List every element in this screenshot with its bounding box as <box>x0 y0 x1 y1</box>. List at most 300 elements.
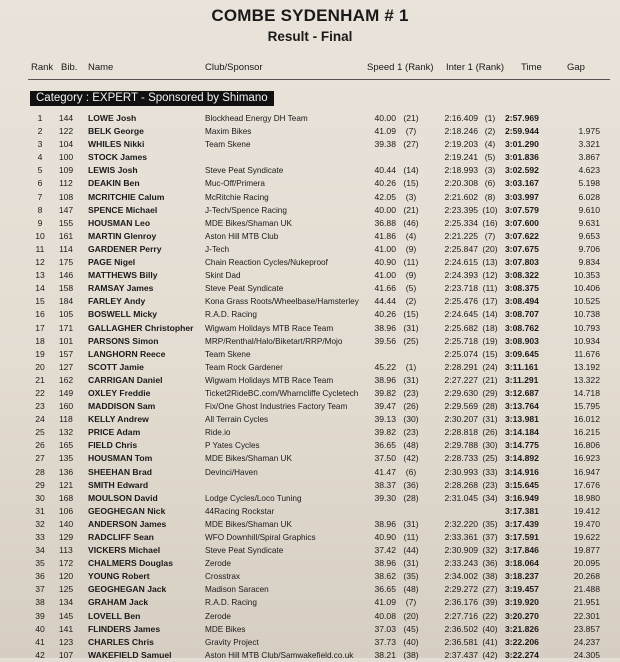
speed-value: 41.09 <box>374 597 396 608</box>
inter-time: 2:27.716 <box>444 610 478 621</box>
header-bib: Bib. <box>61 62 78 73</box>
finish-time: 3:18.064 <box>505 558 539 569</box>
inter-rank: (12) <box>482 270 498 281</box>
club-sponsor: MDE Bikes/Shaman UK <box>205 454 292 464</box>
inter-rank: (35) <box>482 518 498 529</box>
speed-value: 40.26 <box>374 309 396 320</box>
rank-cell: 10 <box>35 230 45 241</box>
club-sponsor: Aston Hill MTB Club/Samwakefield.co.uk <box>205 650 354 660</box>
inter-rank: (23) <box>482 479 498 490</box>
bib-cell: 161 <box>58 230 74 241</box>
speed-value: 40.00 <box>374 113 396 123</box>
club-sponsor: J-Tech/Spence Racing <box>205 205 287 215</box>
inter-time: 2:29.272 <box>444 584 478 595</box>
speed-value: 38.21 <box>374 649 396 660</box>
table-row <box>0 217 620 230</box>
club-sponsor: Team Rock Gardener <box>205 362 283 372</box>
table-row <box>0 269 620 282</box>
rider-name: RADCLIFF Sean <box>88 532 154 542</box>
gap-value: 9.610 <box>578 204 600 215</box>
club-sponsor: McRitchie Racing <box>205 192 269 202</box>
inter-time: 2:16.409 <box>444 113 478 123</box>
finish-time: 3:14.892 <box>505 453 539 464</box>
finish-time: 3:08.762 <box>505 322 539 333</box>
finish-time: 3:20.270 <box>505 610 539 621</box>
rider-name: GARDENER Perry <box>88 243 162 254</box>
speed-rank: (31) <box>403 322 419 333</box>
rank-cell: 30 <box>35 492 45 503</box>
finish-time: 3:16.949 <box>505 492 539 503</box>
rider-name: OXLEY Freddie <box>88 387 151 398</box>
gap-value: 17.676 <box>573 479 600 490</box>
finish-time: 3:12.687 <box>505 387 539 398</box>
bib-cell: 123 <box>58 636 74 647</box>
finish-time: 3:01.290 <box>505 139 539 150</box>
inter-rank: (41) <box>482 636 498 647</box>
rider-name: CHALMERS Douglas <box>88 558 173 569</box>
header-inter: Inter 1 (Rank) <box>446 62 505 73</box>
bib-cell: 127 <box>58 361 74 372</box>
rider-name: BOSWELL Micky <box>88 309 158 320</box>
header-divider <box>28 79 610 80</box>
gap-value: 19.470 <box>573 518 600 529</box>
gap-value: 24.237 <box>573 636 600 647</box>
inter-rank: (18) <box>482 322 498 333</box>
speed-value: 37.73 <box>374 636 396 647</box>
club-sponsor: MDE Bikes/Shaman UK <box>205 218 292 228</box>
bib-cell: 140 <box>58 518 74 529</box>
speed-rank: (7) <box>405 597 417 608</box>
bib-cell: 114 <box>59 243 73 254</box>
rank-cell: 15 <box>35 296 45 307</box>
inter-time: 2:18.246 <box>444 126 478 137</box>
rank-cell: 22 <box>35 387 45 398</box>
rider-name: PARSONS Simon <box>88 335 159 346</box>
rider-name: FLINDERS James <box>88 623 161 634</box>
speed-value: 37.03 <box>374 623 396 634</box>
table-row <box>0 164 620 177</box>
club-sponsor: WFO Downhill/Spiral Graphics <box>205 533 316 542</box>
club-sponsor: Blockhead Energy DH Team <box>205 114 308 123</box>
rank-cell: 17 <box>35 322 45 333</box>
rank-cell: 28 <box>35 466 45 477</box>
finish-time: 3:21.826 <box>505 623 539 634</box>
finish-time: 3:13.764 <box>505 401 539 412</box>
speed-value: 41.09 <box>374 126 396 137</box>
inter-rank: (21) <box>482 374 498 385</box>
speed-rank: (26) <box>403 401 419 412</box>
finish-time: 3:03.167 <box>505 178 539 189</box>
gap-value: 3.321 <box>578 139 600 150</box>
club-sponsor: Team Skene <box>205 349 251 359</box>
rank-cell: 21 <box>35 374 45 385</box>
inter-time: 2:20.308 <box>444 178 478 189</box>
inter-rank: (4) <box>484 139 496 150</box>
club-sponsor: Kona Grass Roots/Wheelbase/Hamsterley <box>205 297 359 307</box>
bib-cell: 171 <box>58 322 74 333</box>
club-sponsor: Muc-Off/Primera <box>205 179 265 189</box>
rank-cell: 26 <box>35 440 45 451</box>
table-row <box>0 138 620 151</box>
results-table <box>0 112 620 662</box>
bib-cell: 104 <box>58 139 74 150</box>
finish-time: 3:14.184 <box>505 427 539 438</box>
club-sponsor: Lodge Cycles/Loco Tuning <box>205 493 302 503</box>
speed-value: 38.96 <box>374 374 396 385</box>
inter-rank: (29) <box>482 387 498 398</box>
finish-time: 3:02.592 <box>505 165 539 176</box>
bib-cell: 112 <box>59 178 73 189</box>
page-subtitle: Result - Final <box>267 29 353 44</box>
inter-time: 2:34.002 <box>444 571 478 582</box>
rider-name: GEOGHEGAN Jack <box>88 584 167 595</box>
speed-rank: (5) <box>405 283 417 294</box>
speed-value: 41.47 <box>374 466 396 477</box>
speed-value: 40.00 <box>374 204 396 215</box>
finish-time: 2:57.969 <box>505 113 539 123</box>
header-club: Club/Sponsor <box>205 62 263 73</box>
speed-rank: (48) <box>403 584 419 595</box>
bib-cell: 134 <box>58 597 74 608</box>
rank-cell: 39 <box>35 610 45 621</box>
finish-time: 3:17.846 <box>505 545 539 556</box>
inter-rank: (39) <box>482 597 498 608</box>
rank-cell: 40 <box>35 623 45 634</box>
speed-rank: (9) <box>405 243 417 254</box>
finish-time: 3:08.375 <box>505 283 539 294</box>
rank-cell: 1 <box>37 113 43 123</box>
speed-rank: (31) <box>403 374 419 385</box>
speed-rank: (48) <box>403 440 419 451</box>
rider-name: FARLEY Andy <box>88 296 146 307</box>
speed-value: 38.62 <box>374 571 396 582</box>
rank-cell: 41 <box>35 636 45 647</box>
table-row <box>0 518 620 531</box>
gap-value: 9.653 <box>578 230 600 241</box>
bib-cell: 172 <box>58 558 74 569</box>
speed-value: 44.44 <box>374 296 396 307</box>
speed-rank: (28) <box>403 492 419 503</box>
bib-cell: 168 <box>58 492 74 503</box>
rank-cell: 14 <box>35 283 45 294</box>
rank-cell: 32 <box>35 518 45 529</box>
table-row <box>0 583 620 596</box>
inter-rank: (16) <box>482 217 498 228</box>
inter-rank: (40) <box>482 623 498 634</box>
bib-cell: 147 <box>58 204 74 215</box>
inter-rank: (26) <box>482 427 498 438</box>
inter-time: 2:24.645 <box>444 309 478 320</box>
inter-time: 2:24.393 <box>444 270 478 281</box>
speed-rank: (11) <box>403 532 419 542</box>
speed-rank: (11) <box>403 257 419 268</box>
rank-cell: 37 <box>35 584 45 595</box>
speed-rank: (25) <box>403 335 419 346</box>
gap-value: 3.867 <box>578 152 600 163</box>
table-row <box>0 295 620 308</box>
gap-value: 10.738 <box>573 309 600 320</box>
speed-value: 36.65 <box>374 584 396 595</box>
bib-cell: 101 <box>58 335 74 346</box>
gap-value: 19.877 <box>573 545 600 556</box>
inter-time: 2:29.630 <box>444 387 478 398</box>
rider-name: WHILES Nikki <box>88 139 145 150</box>
inter-rank: (1) <box>484 113 496 123</box>
speed-value: 40.90 <box>374 532 396 542</box>
rider-name: YOUNG Robert <box>88 571 150 582</box>
rider-name: FIELD Chris <box>88 440 138 451</box>
club-sponsor: All Terrain Cycles <box>205 415 269 425</box>
speed-rank: (3) <box>405 191 417 202</box>
table-header <box>0 62 620 76</box>
speed-rank: (27) <box>403 139 419 150</box>
table-row <box>0 596 620 609</box>
rider-name: MADDISON Sam <box>88 401 156 412</box>
club-sponsor: Crosstrax <box>205 572 241 582</box>
club-sponsor: Gravity Project <box>205 637 259 647</box>
finish-time: 3:19.920 <box>505 597 539 608</box>
bib-cell: 157 <box>58 348 74 359</box>
table-row <box>0 112 620 125</box>
table-row <box>0 505 620 518</box>
gap-value: 5.198 <box>578 178 600 189</box>
finish-time: 3:09.645 <box>505 348 539 359</box>
inter-rank: (8) <box>484 191 496 202</box>
rank-cell: 13 <box>35 270 45 281</box>
club-sponsor: Skint Dad <box>205 271 241 281</box>
table-row <box>0 256 620 269</box>
inter-rank: (15) <box>482 348 498 359</box>
rank-cell: 29 <box>35 479 45 490</box>
table-row <box>0 452 620 465</box>
bib-cell: 141 <box>58 623 74 634</box>
gap-value: 9.631 <box>578 217 600 228</box>
rider-name: LANGHORN Reece <box>88 348 166 359</box>
gap-value: 22.301 <box>573 610 600 621</box>
speed-rank: (44) <box>403 545 419 556</box>
gap-value: 21.951 <box>573 597 600 608</box>
inter-time: 2:24.615 <box>444 257 478 268</box>
finish-time: 3:14.916 <box>505 466 539 477</box>
inter-time: 2:25.074 <box>444 348 478 359</box>
speed-rank: (31) <box>403 518 419 529</box>
speed-rank: (45) <box>403 623 419 634</box>
club-sponsor: MDE Bikes <box>205 624 246 634</box>
table-row <box>0 557 620 570</box>
rider-name: SHEEHAN Brad <box>88 466 152 477</box>
finish-time: 3:19.457 <box>505 584 539 595</box>
club-sponsor: Madison Saracen <box>205 585 269 595</box>
speed-rank: (2) <box>405 296 417 307</box>
inter-time: 2:36.502 <box>444 623 478 634</box>
rank-cell: 12 <box>35 257 45 268</box>
inter-rank: (30) <box>482 440 498 451</box>
speed-value: 39.56 <box>374 335 396 346</box>
rank-cell: 35 <box>35 558 45 569</box>
inter-rank: (42) <box>482 649 498 660</box>
gap-value: 16.012 <box>573 414 600 425</box>
speed-value: 39.38 <box>374 139 396 150</box>
bib-cell: 132 <box>58 427 74 438</box>
table-row <box>0 426 620 439</box>
bib-cell: 125 <box>58 584 74 595</box>
bib-cell: 175 <box>58 257 74 268</box>
speed-rank: (46) <box>403 217 419 228</box>
rank-cell: 27 <box>35 453 45 464</box>
rider-name: SMITH Edward <box>88 479 149 490</box>
rank-cell: 4 <box>37 152 43 163</box>
rank-cell: 38 <box>35 597 45 608</box>
inter-time: 2:28.733 <box>444 453 478 464</box>
category-banner: Category : EXPERT - Sponsored by Shimano <box>30 91 274 106</box>
rider-name: LOVELL Ben <box>88 610 141 621</box>
header-gap: Gap <box>567 62 585 73</box>
inter-rank: (27) <box>482 584 498 595</box>
speed-value: 39.30 <box>374 492 396 503</box>
bib-cell: 155 <box>58 217 74 228</box>
bib-cell: 145 <box>58 610 74 621</box>
speed-rank: (1) <box>405 361 417 372</box>
rider-name: STOCK James <box>88 152 148 163</box>
finish-time: 3:22.274 <box>505 649 539 660</box>
inter-time: 2:19.203 <box>444 139 478 150</box>
bib-cell: 160 <box>58 401 74 412</box>
gap-value: 20.268 <box>573 571 600 582</box>
club-sponsor: P Yates Cycles <box>205 441 260 451</box>
club-sponsor: Maxim Bikes <box>205 127 252 137</box>
header-time: Time <box>521 62 542 73</box>
speed-value: 36.88 <box>374 217 396 228</box>
speed-rank: (4) <box>405 230 417 241</box>
table-row <box>0 400 620 413</box>
bib-cell: 121 <box>58 479 74 490</box>
rank-cell: 18 <box>35 335 45 346</box>
rank-cell: 19 <box>35 348 45 359</box>
bib-cell: 158 <box>58 283 74 294</box>
table-row <box>0 282 620 295</box>
speed-value: 38.96 <box>374 518 396 529</box>
speed-value: 41.66 <box>374 283 396 294</box>
inter-time: 2:28.268 <box>444 479 478 490</box>
bib-cell: 120 <box>58 571 74 582</box>
inter-rank: (19) <box>482 335 498 346</box>
finish-time: 3:07.579 <box>505 204 539 215</box>
rider-name: WAKEFIELD Samuel <box>88 649 172 660</box>
finish-time: 3:11.161 <box>505 361 539 372</box>
inter-time: 2:36.176 <box>444 597 478 608</box>
rank-cell: 16 <box>35 309 45 320</box>
bib-cell: 144 <box>58 113 74 123</box>
club-sponsor: Steve Peat Syndicate <box>205 546 284 556</box>
speed-value: 39.82 <box>374 387 396 398</box>
inter-time: 2:25.847 <box>444 243 478 254</box>
speed-rank: (40) <box>403 636 419 647</box>
club-sponsor: Aston Hill MTB Club <box>205 231 279 241</box>
club-sponsor: Zerode <box>205 559 231 569</box>
club-sponsor: R.A.D. Racing <box>205 310 257 320</box>
club-sponsor: Wigwam Holidays MTB Race Team <box>205 375 334 385</box>
inter-rank: (33) <box>482 466 498 477</box>
inter-rank: (11) <box>482 283 498 294</box>
speed-rank: (36) <box>403 479 419 490</box>
speed-rank: (23) <box>403 427 419 438</box>
speed-value: 38.37 <box>374 479 396 490</box>
rider-name: ANDERSON James <box>88 518 167 529</box>
inter-rank: (32) <box>482 545 498 556</box>
speed-value: 41.86 <box>374 230 396 241</box>
finish-time: 3:07.622 <box>505 230 539 241</box>
finish-time: 3:11.291 <box>505 374 539 385</box>
rider-name: KELLY Andrew <box>88 414 149 425</box>
finish-time: 3:07.803 <box>505 257 539 268</box>
gap-value: 21.488 <box>573 584 600 595</box>
rider-name: LEWIS Josh <box>88 165 138 176</box>
inter-time: 2:21.602 <box>444 191 478 202</box>
header-speed: Speed 1 (Rank) <box>367 62 434 73</box>
bib-cell: 109 <box>58 165 74 176</box>
page-title: COMBE SYDENHAM # 1 <box>211 6 409 25</box>
table-row <box>0 610 620 623</box>
rider-name: LOWE Josh <box>88 113 137 123</box>
table-row <box>0 413 620 426</box>
bib-cell: 165 <box>58 440 74 451</box>
table-row <box>0 177 620 190</box>
rank-cell: 5 <box>37 165 43 176</box>
inter-time: 2:27.227 <box>444 374 478 385</box>
rider-name: SPENCE Michael <box>88 204 158 215</box>
club-sponsor: Wigwam Holidays MTB Race Team <box>205 323 334 333</box>
speed-rank: (15) <box>403 178 419 189</box>
rider-name: CHARLES Chris <box>88 636 154 647</box>
rank-cell: 23 <box>35 401 45 412</box>
inter-time: 2:19.241 <box>444 152 478 163</box>
rider-name: RAMSAY James <box>88 283 154 294</box>
inter-rank: (13) <box>482 257 498 268</box>
gap-value: 10.934 <box>573 335 600 346</box>
table-row <box>0 544 620 557</box>
gap-value: 10.353 <box>573 270 600 281</box>
finish-time: 3:18.237 <box>505 571 539 582</box>
gap-value: 14.718 <box>573 387 600 398</box>
finish-time: 3:08.494 <box>505 296 539 307</box>
gap-value: 24.305 <box>573 649 600 660</box>
table-row <box>0 322 620 335</box>
rider-name: BELK George <box>88 126 144 137</box>
gap-value: 16.215 <box>573 427 600 438</box>
gap-value: 16.923 <box>573 453 600 464</box>
inter-time: 2:37.437 <box>444 649 478 660</box>
table-row <box>0 531 620 544</box>
table-row <box>0 308 620 321</box>
rank-cell: 2 <box>37 126 43 137</box>
club-sponsor: Chain Reaction Cycles/Nukeproof <box>205 258 328 268</box>
rank-cell: 9 <box>37 217 43 228</box>
rider-name: DEAKIN Ben <box>88 178 140 189</box>
inter-time: 2:25.334 <box>444 217 478 228</box>
gap-value: 13.322 <box>573 374 600 385</box>
speed-rank: (30) <box>403 414 419 425</box>
table-row <box>0 439 620 452</box>
inter-time: 2:36.581 <box>444 636 478 647</box>
gap-value: 10.406 <box>573 283 600 294</box>
club-sponsor: Steve Peat Syndicate <box>205 166 284 176</box>
speed-rank: (38) <box>403 649 419 660</box>
inter-time: 2:28.818 <box>444 427 478 438</box>
bib-cell: 122 <box>58 126 74 137</box>
inter-rank: (7) <box>484 230 496 241</box>
rider-name: CARRIGAN Daniel <box>88 374 163 385</box>
finish-time: 3:08.707 <box>505 309 539 320</box>
